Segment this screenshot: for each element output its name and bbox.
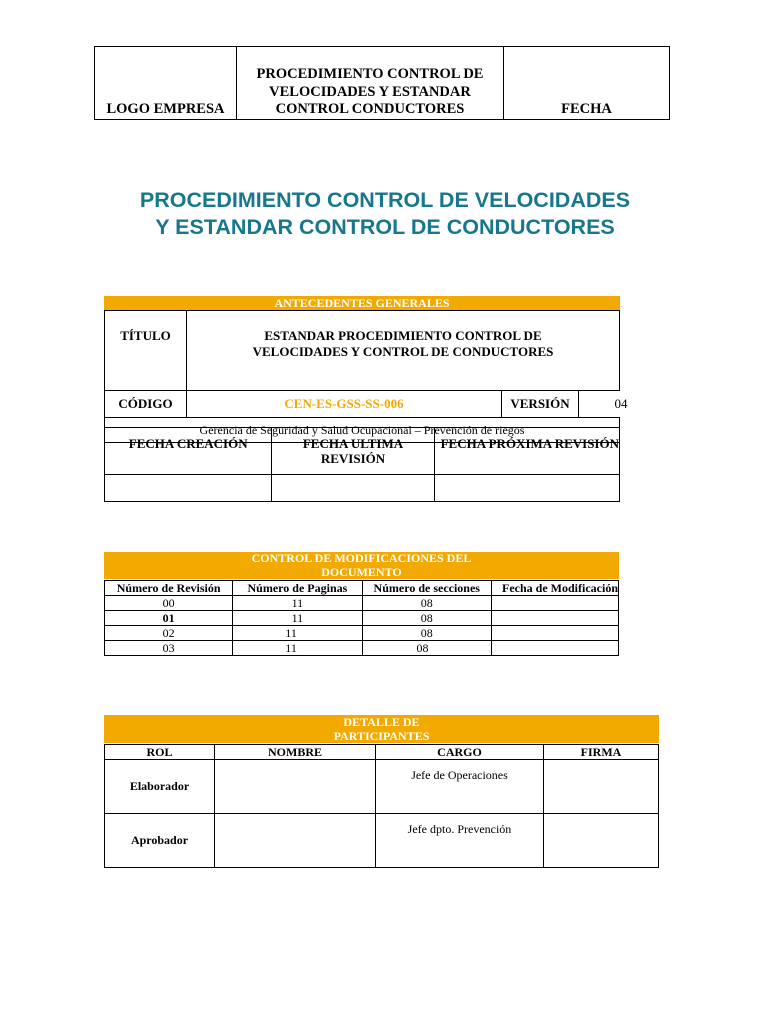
fecha-creacion-label: FECHA CREACIÓN [105,428,272,475]
document-title-line-1: PROCEDIMIENTO CONTROL DE VELOCIDADES [139,188,631,212]
table-row [105,611,619,626]
logo-placeholder: LOGO EMPRESA [95,47,237,120]
document-title [60,187,710,241]
table-row [105,814,659,868]
col-header: Fecha de Modificación [492,581,619,596]
titulo-line: ESTANDAR PROCEDIMIENTO CONTROL DE [264,328,542,343]
header-table [94,46,670,120]
codigo-value: CEN-ES-GSS-SS-006 [187,391,502,418]
cargo-cell: Jefe de Operaciones [376,760,544,814]
table-cell: 11 [233,596,362,611]
version-value [579,391,628,418]
table-cell: 02 [105,626,233,641]
modificaciones-band [104,552,619,579]
department-text: Gerencia de Seguridad y Salud Ocupacional – Prevención de riegos [105,418,620,443]
fecha-ultima-label [272,428,434,475]
table-cell: 08 [362,641,491,656]
role-cell: Elaborador [105,760,215,814]
codigo-label: CÓDIGO [105,391,187,418]
role-cell: Aprobador [105,814,215,868]
table-row [105,626,619,641]
table-row [105,641,619,656]
table-row [105,596,619,611]
table-cell [492,611,619,626]
table-cell [492,626,619,641]
participantes-table [104,744,659,868]
header-title-line: VELOCIDADES Y ESTANDAR [269,83,471,100]
header-title-line: PROCEDIMIENTO CONTROL DE [256,66,484,82]
modificaciones-band-line: DOCUMENTO [321,564,402,579]
table-cell: 03 [105,641,233,656]
antecedentes-band: ANTECEDENTES GENERALES [104,296,620,310]
version-number: 04 [614,396,628,411]
participantes-band [104,715,659,743]
name-cell [215,814,376,868]
cargo-cell: Jefe dpto. Prevención [376,814,544,868]
firma-cell [544,814,659,868]
fechas-table [104,427,620,502]
modificaciones-table [104,580,619,656]
header-title-line: CONTROL CONDUCTORES [275,101,465,117]
titulo-label: TÍTULO [105,311,187,391]
col-header: Número de secciones [362,581,491,596]
col-header: FIRMA [544,745,659,760]
col-header: CARGO [376,745,544,760]
firma-cell [544,760,659,814]
titulo-value [187,311,620,391]
table-cell: 11 [233,641,362,656]
fecha-ultima-line: FECHA ULTIMA [302,436,404,451]
name-cell [215,760,376,814]
fecha-ultima-value [272,475,434,502]
participantes-band-line: DETALLE DE [343,715,420,729]
table-cell [492,641,619,656]
participantes-band-line: PARTICIPANTES [333,729,430,743]
version-label: VERSIÓN [502,391,579,418]
table-cell: 08 [362,611,491,626]
fecha-proxima-value [434,475,619,502]
antecedentes-table [104,310,628,443]
fecha-ultima-line: REVISIÓN [320,451,386,466]
document-title-line-2: Y ESTANDAR CONTROL DE CONDUCTORES [155,215,615,239]
col-header: NOMBRE [215,745,376,760]
col-header: ROL [105,745,215,760]
table-row [105,760,659,814]
table-cell [492,596,619,611]
table-cell: 08 [362,596,491,611]
table-cell: 00 [105,596,233,611]
col-header: Número de Revisión [105,581,233,596]
fecha-proxima-label: FECHA PRÓXIMA REVISIÓN [434,428,619,475]
modificaciones-band-line: CONTROL DE MODIFICACIONES DEL [251,551,472,565]
table-cell: 11 [233,626,362,641]
titulo-line: VELOCIDADES Y CONTROL DE CONDUCTORES [252,344,554,359]
col-header: Número de Paginas [233,581,362,596]
fecha-creacion-value [105,475,272,502]
table-cell: 11 [233,611,362,626]
table-cell: 08 [362,626,491,641]
header-title [237,47,504,120]
header-date-label: FECHA [504,47,670,120]
table-cell: 01 [105,611,233,626]
